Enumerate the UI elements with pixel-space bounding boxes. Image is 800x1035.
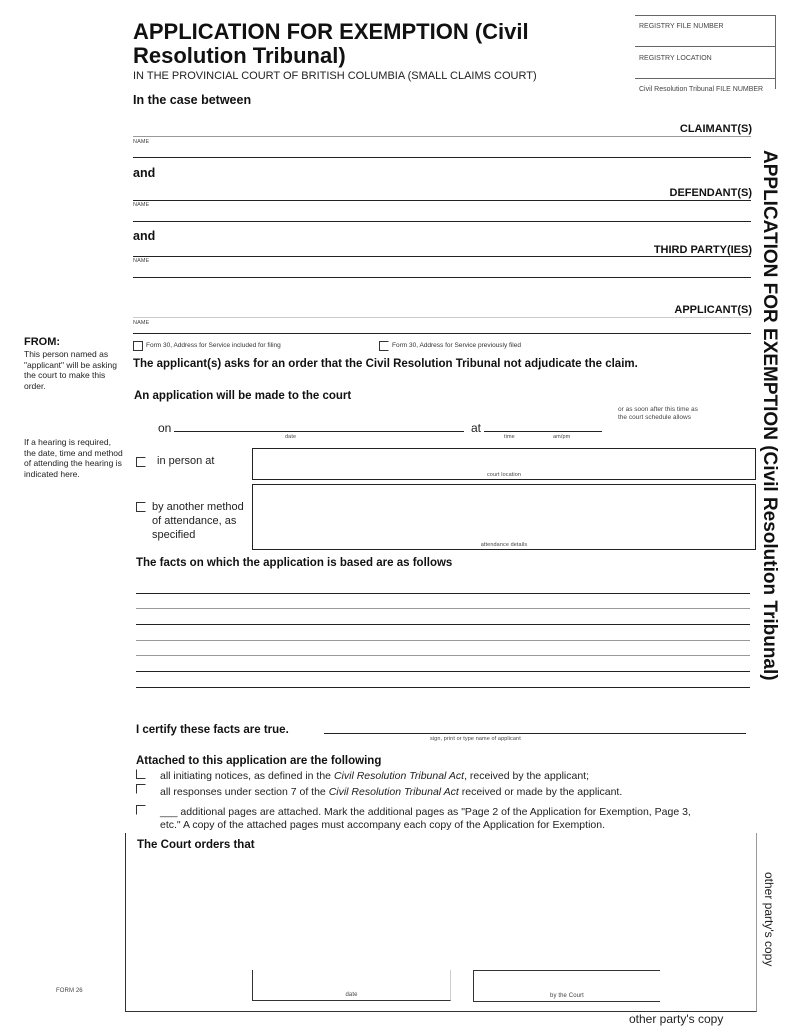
schedule-note <box>618 406 698 422</box>
from-description: This person named as "applicant" will be asking the court to make this order. <box>24 349 117 391</box>
in-person-checkbox[interactable] <box>136 457 146 467</box>
registry-location-label: REGISTRY LOCATION <box>639 55 712 62</box>
item3-line-1: ___ additional pages are attached. Mark the additional pages as "Page 2 of the Application for Exemption, Page 3, <box>160 806 691 818</box>
facts-line-3[interactable] <box>136 624 750 625</box>
registry-location-field[interactable] <box>635 47 775 79</box>
on-label: on <box>158 421 172 435</box>
claimant-label: CLAIMANT(S) <box>679 123 752 135</box>
initiating-notices-checkbox[interactable] <box>136 769 146 779</box>
applicant-label-line <box>133 317 751 318</box>
applicant-label: APPLICANT(S) <box>674 304 752 316</box>
additional-pages-label <box>160 806 691 832</box>
claimant-name-field[interactable] <box>133 157 751 158</box>
form-number: FORM 26 <box>56 988 83 994</box>
court-location-caption: court location <box>486 472 522 478</box>
third-party-label: THIRD PARTY(IES) <box>653 244 752 256</box>
crt-file-number-label: Civil Resolution Tribunal FILE NUMBER <box>639 86 764 93</box>
and-label-2: and <box>133 229 156 243</box>
registry-file-number-label: REGISTRY FILE NUMBER <box>639 23 724 30</box>
case-between-label: In the case between <box>133 93 252 107</box>
address-included-checkbox[interactable] <box>133 341 143 351</box>
defendant-label: DEFENDANT(S) <box>669 187 752 199</box>
attendance-details-caption: attendance details <box>480 542 528 548</box>
copy-label: other party's copy <box>629 1012 724 1026</box>
responses-checkbox[interactable] <box>136 784 146 794</box>
initiating-notices-label <box>160 770 589 782</box>
defendant-name-caption: NAME <box>133 202 150 208</box>
facts-line-6[interactable] <box>136 671 750 672</box>
facts-line-5[interactable] <box>136 655 750 656</box>
applicant-name-field[interactable] <box>133 333 751 334</box>
item1-text-post: , received by the applicant; <box>464 770 590 782</box>
from-heading: FROM: <box>24 336 61 348</box>
third-party-label-line <box>133 256 751 257</box>
registry-file-number-field[interactable] <box>635 15 775 47</box>
applicant-name-caption: NAME <box>133 320 150 326</box>
signature-caption: sign, print or type name of applicant <box>430 736 521 742</box>
defendant-label-line <box>133 200 751 201</box>
facts-line-4[interactable] <box>136 640 750 641</box>
by-the-court-caption: by the Court <box>550 993 584 999</box>
time-caption: time <box>504 434 515 440</box>
hearing-time-field[interactable] <box>484 431 602 432</box>
other-method-checkbox[interactable] <box>136 502 146 512</box>
claimant-label-line <box>133 136 751 137</box>
item2-act-name: Civil Resolution Tribunal Act <box>328 786 459 798</box>
facts-line-2[interactable] <box>136 608 750 609</box>
other-method-label-line-1: by another method <box>152 501 244 513</box>
address-previously-filed-checkbox[interactable] <box>379 341 389 351</box>
signature-field[interactable] <box>324 733 746 734</box>
order-date-caption: date <box>345 992 358 998</box>
schedule-note-line-1: or as soon after this time as <box>618 406 698 413</box>
hearing-heading: An application will be made to the court <box>134 390 352 402</box>
item2-text-pre: all responses under section 7 of the <box>160 786 329 798</box>
item2-text-post: received or made by the applicant. <box>458 786 623 798</box>
hearing-date-field[interactable] <box>174 431 464 432</box>
address-included-label: Form 30, Address for Service included for filing <box>146 342 281 349</box>
at-label: at <box>471 421 482 435</box>
schedule-note-line-2: the court schedule allows <box>618 414 691 421</box>
ampm-caption: am/pm <box>553 434 571 440</box>
other-method-label-line-3: specified <box>152 529 196 541</box>
vertical-form-title <box>752 150 782 735</box>
third-party-name-field[interactable] <box>133 277 751 278</box>
item1-act-name: Civil Resolution Tribunal Act <box>333 770 465 782</box>
form-title: APPLICATION FOR EXEMPTION (Civil Resolution Tribunal) <box>133 19 529 68</box>
in-person-label: in person at <box>157 455 215 467</box>
other-method-label <box>152 500 244 542</box>
court-location-field[interactable] <box>252 448 756 480</box>
hearing-description: If a hearing is required, the date, time and method of attending the hearing is indicated here. <box>24 437 123 479</box>
other-method-label-line-2: of attendance, as <box>152 515 237 527</box>
certify-label: I certify these facts are true. <box>136 724 289 736</box>
court-name: IN THE PROVINCIAL COURT OF BRITISH COLUMBIA (SMALL CLAIMS COURT) <box>133 70 537 82</box>
address-previously-filed-label: Form 30, Address for Service previously filed <box>392 342 521 349</box>
claimant-name-caption: NAME <box>133 139 150 145</box>
vertical-copy-label <box>760 872 780 982</box>
defendant-name-field[interactable] <box>133 221 751 222</box>
additional-pages-checkbox[interactable] <box>136 805 146 815</box>
responses-label <box>160 786 622 798</box>
registry-right-border <box>775 15 776 89</box>
request-statement: The applicant(s) asks for an order that the Civil Resolution Tribunal not adjudicate the claim. <box>133 358 638 370</box>
attachments-heading: Attached to this application are the following <box>136 755 382 767</box>
and-label-1: and <box>133 166 156 180</box>
attendance-details-field[interactable] <box>252 484 756 550</box>
facts-heading: The facts on which the application is based are as follows <box>136 557 453 569</box>
facts-line-7[interactable] <box>136 687 750 688</box>
by-the-court-field[interactable] <box>473 970 660 1002</box>
facts-line-1[interactable] <box>136 593 750 594</box>
third-party-name-caption: NAME <box>133 258 150 264</box>
item1-text-pre: all initiating notices, as defined in the <box>160 770 334 782</box>
order-date-field[interactable] <box>252 970 451 1001</box>
item3-line-2: etc." A copy of the attached pages must accompany each copy of the Application for Exemption. <box>160 819 605 831</box>
court-order-heading: The Court orders that <box>137 839 255 851</box>
vertical-copy-label-text: other party's copy <box>762 872 776 967</box>
date-caption: date <box>285 434 297 440</box>
vertical-form-title-text: APPLICATION FOR EXEMPTION (Civil Resolution Tribunal) <box>759 150 780 681</box>
